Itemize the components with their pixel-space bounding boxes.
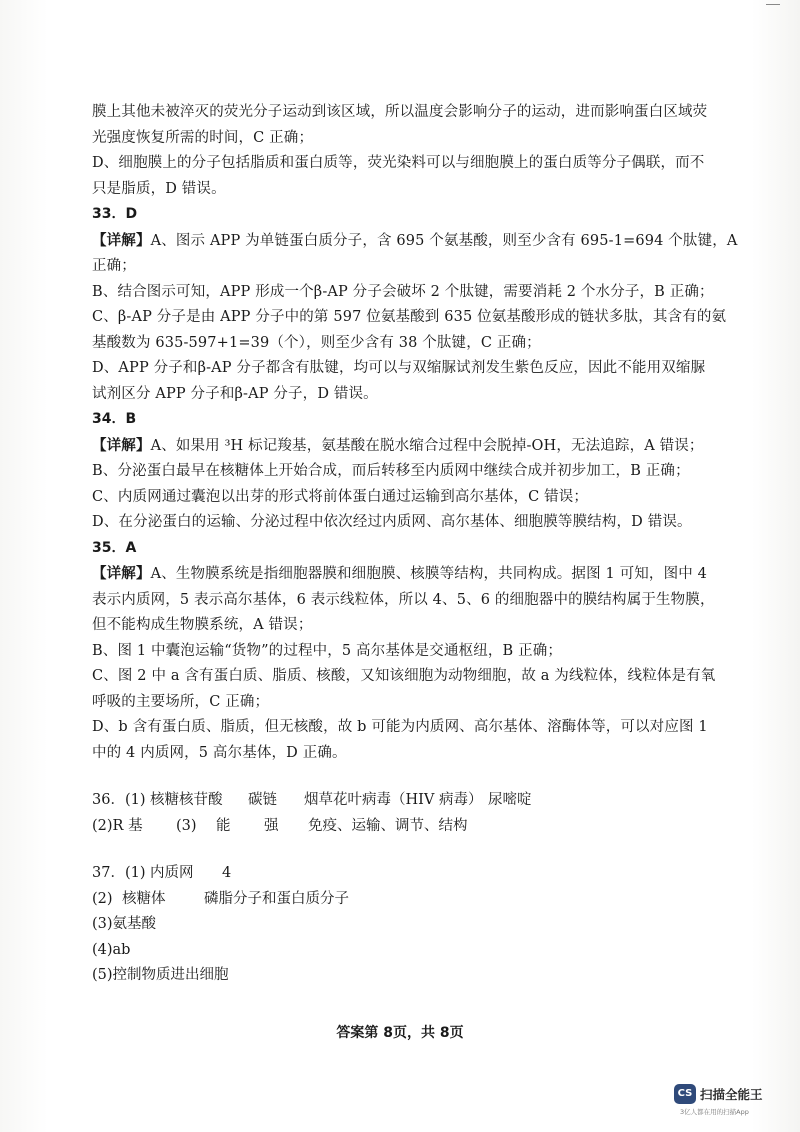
answer-value: 内质网	[150, 865, 194, 881]
text-line: 表示内质网，5 表示高尔基体，6 表示线粒体，所以 4、5、6 的细胞器中的膜结构属于生物膜，	[92, 591, 715, 608]
answer-37-row-3: (3)氨基酸	[92, 916, 157, 932]
text-line: B、结合图示可知，APP 形成一个β-AP 分子会破坏 2 个肽键，需要消耗 2 个水分子，B 正确；	[92, 283, 714, 300]
text-span: A、图示 APP 为单链蛋白质分子，含 695 个氨基酸，则至少含有 695-1=694 个肽键，A	[150, 232, 738, 249]
text-line: 正确；	[92, 258, 136, 274]
answer-value: 尿嘧啶	[488, 792, 532, 808]
text-line: D、b 含有蛋白质、脂质，但无核酸，故 b 可能为内质网、高尔基体、溶酶体等，可以对应图 1	[92, 719, 708, 735]
text-span: A、如果用 ³H 标记羧基，氨基酸在脱水缩合过程中会脱掉-OH，无法追踪，A 错误；	[150, 437, 704, 454]
question-number-35: 35．A	[92, 539, 137, 556]
answer-label: (3)	[176, 817, 197, 834]
scanner-watermark	[674, 1082, 786, 1122]
text-line: 基酸数为 635-597+1=39（个），则至少含有 38 个肽键，C 正确；	[92, 334, 541, 351]
answer-value: 烟草花叶病毒（HIV 病毒）	[304, 792, 483, 808]
answer-value: 核糖体	[122, 890, 166, 907]
answer-36-row-1	[92, 788, 692, 814]
answer-37-row-4: (4)ab	[92, 941, 131, 958]
answer-value: 磷脂分子和蛋白质分子	[204, 890, 349, 907]
answer-37-row-1	[92, 861, 692, 887]
page-footer: 答案第 8页，共 8页	[336, 1025, 464, 1041]
answer-body	[92, 100, 738, 989]
answer-value: 能	[216, 817, 231, 834]
answer-label: (2)	[92, 890, 113, 907]
answer-value: 4	[222, 865, 232, 881]
question-number-33: 33．D	[92, 206, 138, 222]
text-line: C、β-AP 分子是由 APP 分子中的第 597 位氨基酸到 635 位氨基酸形成的链状多肽，其含有的氨	[92, 309, 727, 325]
answer-label: 37．(1)	[92, 865, 146, 881]
answer-value: 碳链	[248, 792, 277, 808]
answer-37-row-5: (5)控制物质进出细胞	[92, 967, 229, 983]
explanation-35-a	[92, 561, 708, 588]
text-line: D、在分泌蛋白的运输、分泌过程中依次经过内质网、高尔基体、细胞膜等膜结构，D 错误。	[92, 514, 692, 530]
detail-tag: 【详解】	[92, 436, 151, 454]
text-line: 膜上其他未被淬灭的荧光分子运动到该区域，所以温度会影响分子的运动，进而影响蛋白区域荧	[92, 104, 708, 120]
text-line: C、内质网通过囊泡以出芽的形式将前体蛋白通过运输到高尔基体，C 错误；	[92, 488, 589, 505]
answer-label: 36．(1)	[92, 792, 146, 808]
answer-value: 免疫、运输、调节、结构	[308, 817, 468, 834]
page-corner-mark	[766, 0, 780, 5]
camscanner-logo-icon: CS	[674, 1084, 696, 1104]
detail-tag: 【详解】	[92, 565, 151, 582]
watermark-tagline: 3亿人都在用的扫描App	[680, 1108, 749, 1116]
text-line: D、APP 分子和β-AP 分子都含有肽键，均可以与双缩脲试剂发生紫色反应，因此不能用双缩脲	[92, 360, 706, 376]
watermark-app-name: 扫描全能王	[700, 1087, 763, 1102]
text-line: 试剂区分 APP 分子和β-AP 分子，D 错误。	[92, 385, 378, 402]
answer-36-row-2	[92, 814, 692, 840]
explanation-34-a	[92, 433, 704, 460]
text-line: 呼吸的主要场所，C 正确；	[92, 693, 270, 710]
text-span: A、生物膜系统是指细胞器膜和细胞膜、核膜等结构，共同构成。据图 1 可知，图中 4	[150, 566, 708, 582]
text-line: 只是脂质，D 错误。	[92, 180, 226, 197]
answer-value: 核糖核苷酸	[150, 792, 223, 808]
text-line: 中的 4 内质网，5 高尔基体，D 正确。	[92, 744, 347, 761]
explanation-33-a	[92, 228, 738, 255]
text-line: 但不能构成生物膜系统，A 错误；	[92, 617, 313, 633]
question-number-34: 34．B	[92, 411, 137, 427]
text-line: B、分泌蛋白最早在核糖体上开始合成，而后转移至内质网中继续合成并初步加工，B 正确；	[92, 463, 690, 479]
text-line: D、细胞膜上的分子包括脂质和蛋白质等，荧光染料可以与细胞膜上的蛋白质等分子偶联，而不	[92, 155, 705, 171]
text-line: 光强度恢复所需的时间，C 正确；	[92, 129, 314, 146]
detail-tag: 【详解】	[92, 231, 151, 249]
answer-label: (2)R 基	[92, 817, 143, 834]
answer-value: 强	[264, 817, 279, 834]
text-line: B、图 1 中囊泡运输“货物”的过程中，5 高尔基体是交通枢纽，B 正确；	[92, 642, 563, 659]
answer-37-row-2	[92, 887, 692, 913]
text-line: C、图 2 中 a 含有蛋白质、脂质、核酸，又知该细胞为动物细胞，故 a 为线粒体，线粒体是有氧	[92, 668, 716, 684]
